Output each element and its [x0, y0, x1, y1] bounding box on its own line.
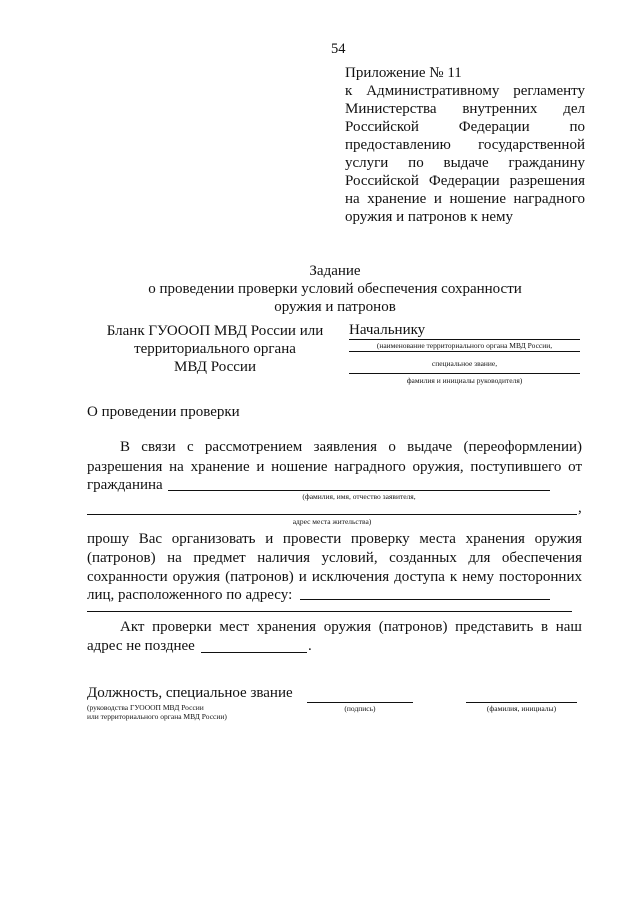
body-text: В связи с рассмотрением заявления о выдаче (переоформлении) [120, 439, 582, 455]
heading-line: оружия и патронов [274, 299, 396, 315]
name-caption: (фамилия, инициалы) [486, 704, 557, 713]
body-text: Акт проверки мест хранения оружия (патронов) представить в наш [120, 619, 582, 635]
appendix-line: на хранение и ношение наградного [345, 191, 585, 207]
addressee-title: Начальнику [349, 322, 426, 338]
appendix-line: Российской Федерации разрешения [345, 173, 585, 189]
appendix-line: к Административному регламенту [345, 83, 585, 99]
body-text: (патронов) на предмет наличия условий, созданных для обеспечения [87, 550, 582, 566]
appendix-line: Министерства внутренних дел [345, 101, 585, 117]
body-text: прошу Вас организовать и провести проверку места хранения оружия [87, 531, 582, 547]
body-text: адрес не позднее [87, 638, 195, 654]
fill-line-address-cont [87, 611, 572, 612]
page-number: 54 [331, 41, 346, 57]
appendix-line: предоставлению государственной [345, 137, 585, 153]
name-line [466, 702, 577, 703]
letterhead-line: территориального органа [134, 341, 296, 357]
letterhead-line: МВД России [174, 359, 256, 375]
signature-line [307, 702, 413, 703]
signature-caption: (подпись) [344, 704, 376, 713]
fill-line-applicant [168, 490, 550, 491]
addressee-line [349, 373, 580, 374]
addressee-line [349, 339, 580, 340]
letterhead-block [100, 322, 330, 376]
body-text: гражданина [87, 477, 163, 493]
signature-caption: (руководства ГУОООП МВД России [87, 703, 204, 712]
body-text: лиц, расположенного по адресу: [87, 587, 293, 603]
heading-line: о проведении проверки условий обеспечения сохранности [148, 281, 522, 297]
appendix-line: Российской Федерации по [345, 119, 585, 135]
body-text: сохранности оружия (патронов) и исключения доступа к нему посторонних [87, 569, 582, 585]
body-text: разрешения на хранение и ношение наградного оружия, поступившего от [87, 459, 582, 475]
appendix-block [345, 64, 585, 226]
letterhead-line: Бланк ГУОООП МВД России или [106, 323, 324, 339]
addressee-caption: специальное звание, [431, 359, 498, 368]
heading-title: Задание [309, 263, 361, 279]
caption-address: адрес места жительства) [292, 517, 372, 526]
fill-line-deadline [201, 652, 307, 653]
appendix-line: услуги по выдаче гражданину [345, 155, 585, 171]
period: . [308, 638, 312, 654]
subject-line: О проведении проверки [87, 404, 240, 420]
addressee-line [349, 351, 580, 352]
document-heading [100, 262, 570, 316]
signature-caption: или территориального органа МВД России) [87, 712, 227, 721]
addressee-caption: фамилия и инициалы руководителя) [406, 376, 523, 385]
comma: , [578, 500, 582, 516]
appendix-line: оружия и патронов к нему [345, 209, 514, 225]
appendix-title: Приложение № 11 [345, 65, 462, 81]
fill-line-address [300, 599, 550, 600]
addressee-caption: (наименование территориального органа МВД России, [376, 341, 553, 350]
fill-line-applicant-cont [87, 514, 577, 515]
caption-applicant: (фамилия, имя, отчество заявителя, [302, 492, 416, 501]
signature-position: Должность, специальное звание [87, 685, 293, 701]
